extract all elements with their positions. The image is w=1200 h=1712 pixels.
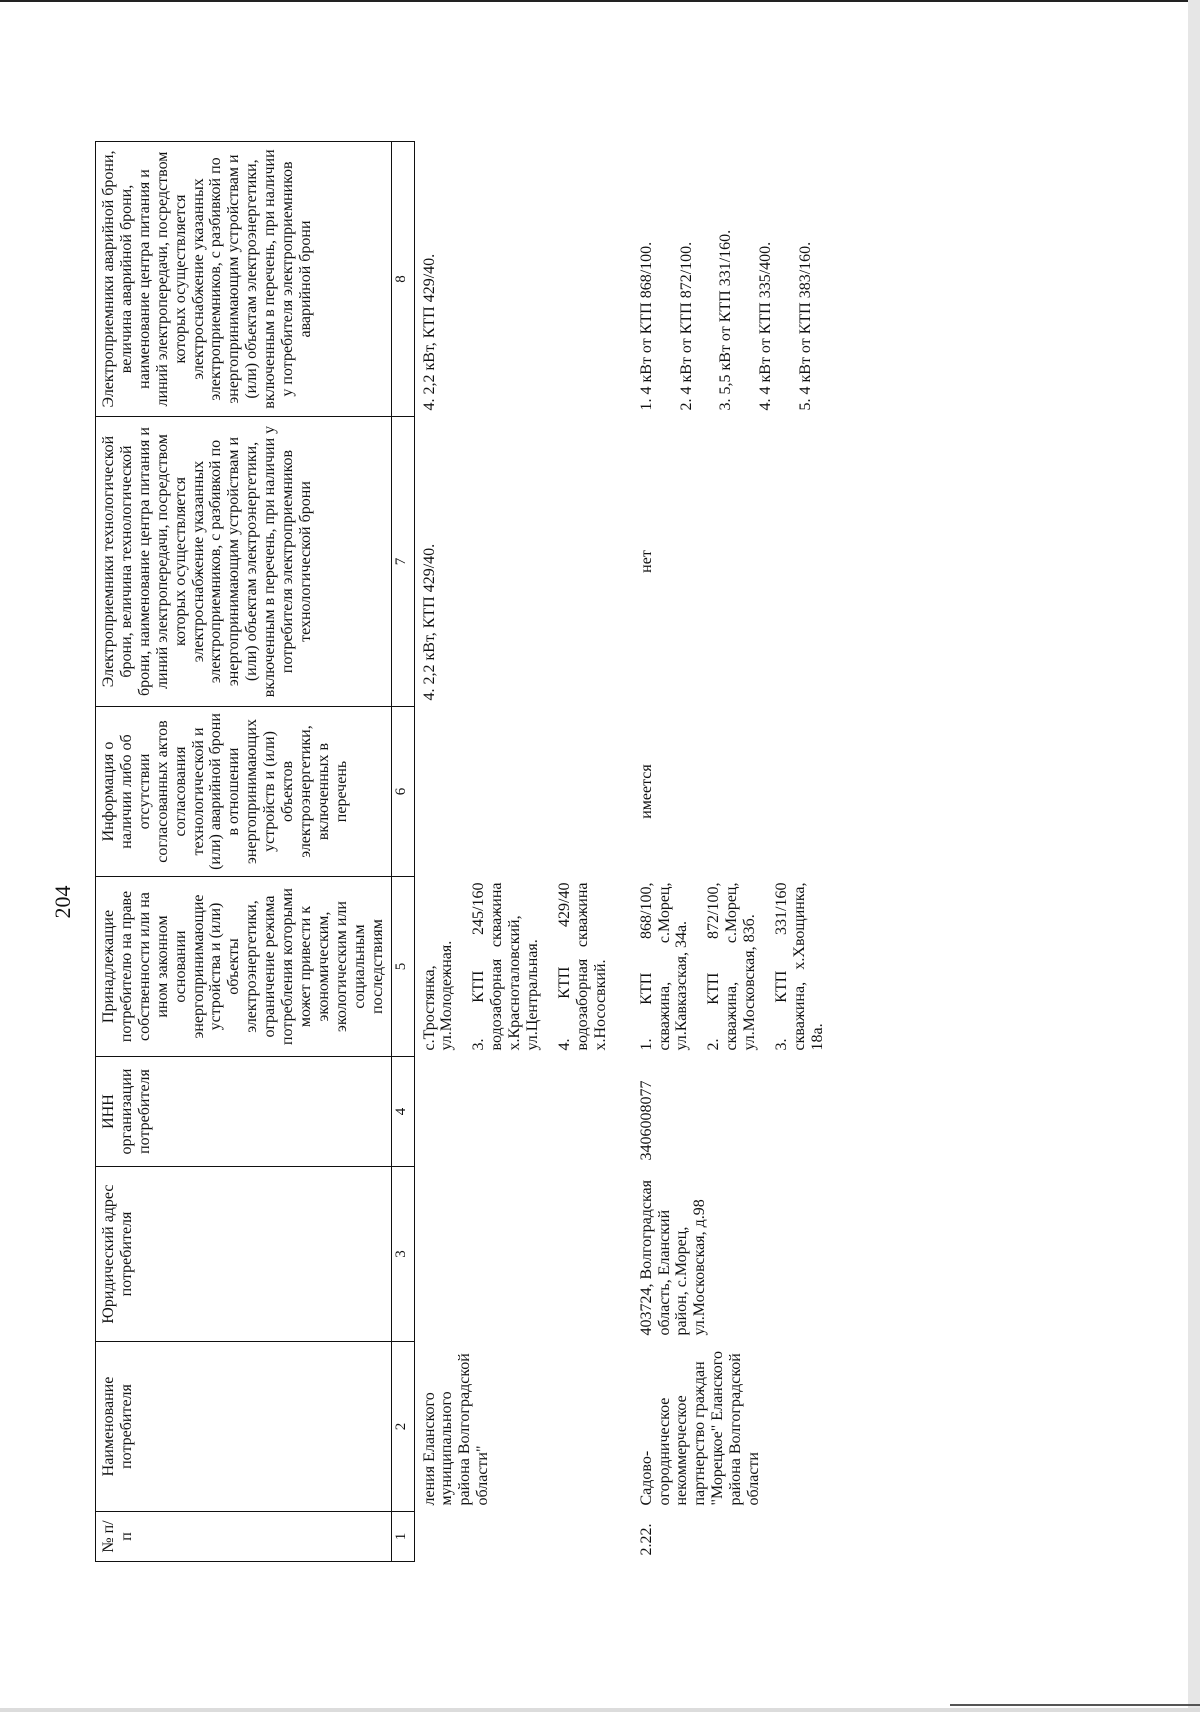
emergency-item: 4. 4 кВт от КТП 335/400. (757, 241, 775, 411)
cell-consumer-name: ления Еланского муниципального района Волгоградской области" (420, 1353, 492, 1506)
column-number: 2 (391, 1342, 414, 1512)
cell-acts (414, 707, 628, 877)
cell-acts: имеется (637, 764, 655, 819)
cell-emergency-reserve: 4. 2,2 кВт, КТП 429/40. (420, 253, 438, 411)
column-number: 6 (391, 707, 414, 877)
header-legal-address: Юридический адрес потребителя (96, 1167, 392, 1342)
cell-inn: 3406008077 (637, 1080, 655, 1161)
device-item: 3. КТП 331/160 скважина, х.Хвощинка, 18а. (773, 882, 826, 1051)
scan-top-edge (0, 0, 1200, 2)
header-emergency-reserve: Электроприемники аварийной брони, величина аварийной брони, наименование центра питания и линий электропередачи, посредством которых осуществляется электроснабжение указанных электроприемников, с разбивкой по энергопринимающим устройствам и (или) объектам электроэнергетики, включенным в перечень, при наличии у потребителя электроприемников аварийной брони (96, 142, 392, 417)
device-item: 4. КТП 429/40 водозаборная скважина х.Нососвкий. (555, 882, 609, 1051)
cell-number (414, 1512, 628, 1562)
cell-emergency-reserve (628, 142, 845, 417)
column-number: 1 (391, 1512, 414, 1562)
header-inn: ИНН организации потребителя (96, 1057, 392, 1167)
emergency-item: 2. 4 кВт от КТП 872/100. (677, 241, 695, 411)
page-number: 204 (50, 885, 75, 919)
cell-legal-address (414, 1167, 628, 1342)
cell-legal-address: 403724, Волгоградская область, Еланский район, с.Морец, ул.Московская, д.98 (637, 1179, 709, 1336)
header-number: № п/п (96, 1512, 392, 1562)
emergency-item: 1. 4 кВт от КТП 868/100. (637, 241, 655, 411)
cell-tech-reserve: нет (637, 550, 655, 573)
emergency-item: 3. 5,5 кВт от КТП 331/160. (717, 229, 735, 411)
cell-number: 2.22. (637, 1523, 655, 1556)
cell-consumer-name: Садово-огородническое некоммерческое партнерство граждан "Морецкое" Еланского района Волгоградской области (637, 1351, 763, 1506)
column-number: 5 (391, 877, 414, 1057)
header-devices: Принадлежащие потребителю на праве собственности или на ином законном основании энергопринимающие устройства и (или) объекты электроэнергетики, ограничение режима потребления которыми может привести к экономическим, экологическим или социальным последствиям (96, 877, 392, 1057)
header-consumer-name: Наименование потребителя (96, 1342, 392, 1512)
device-item: 3. КТП 245/160 водозаборная скважина х.Красноталовский, ул.Центральная. (470, 882, 542, 1051)
table-row-continued (414, 142, 628, 1562)
cell-inn (414, 1057, 628, 1167)
cell-devices (628, 877, 845, 1057)
cell-tech-reserve: 4. 2,2 кВт, КТП 429/40. (420, 543, 438, 701)
column-number: 7 (391, 417, 414, 707)
column-number-row (391, 142, 414, 1562)
column-number: 8 (391, 142, 414, 417)
table-row-2-22 (628, 142, 845, 1562)
scan-right-edge (1188, 0, 1200, 1712)
header-tech-reserve: Электроприемники технологической брони, величина технологической брони, наименование центра питания и линий электропередачи, посредством которых осуществляется электроснабжение указанных электроприемников, с разбивкой по энергопринимающим устройствам и (или) объектам электроэнергетики, включенным в перечень, при наличии у потребителя электроприемников технологической брони (96, 417, 392, 707)
device-item: 1. КТП 868/100, скважина, с.Морец, ул.Кавказская, 34а. (637, 882, 691, 1051)
consumers-table (95, 141, 845, 1562)
header-acts: Информация о наличии либо об отсутствии согласованных актов согласования технологической и (или) аварийной брони в отношении энергопринимающих устройств и (или) объектов электроэнергетики, включенных в перечень (96, 707, 392, 877)
column-number: 4 (391, 1057, 414, 1167)
column-number: 3 (391, 1167, 414, 1342)
rotated-page (0, 112, 1100, 1712)
header-row (96, 142, 392, 1562)
emergency-item: 5. 4 кВт от КТП 383/160. (797, 241, 815, 411)
cell-devices (414, 877, 628, 1057)
device-item: 2. КТП 872/100, скважина, с.Морец, ул.Московская, 83б. (705, 882, 759, 1051)
device-item: с.Тростянка, ул.Молодежная. (420, 940, 456, 1051)
